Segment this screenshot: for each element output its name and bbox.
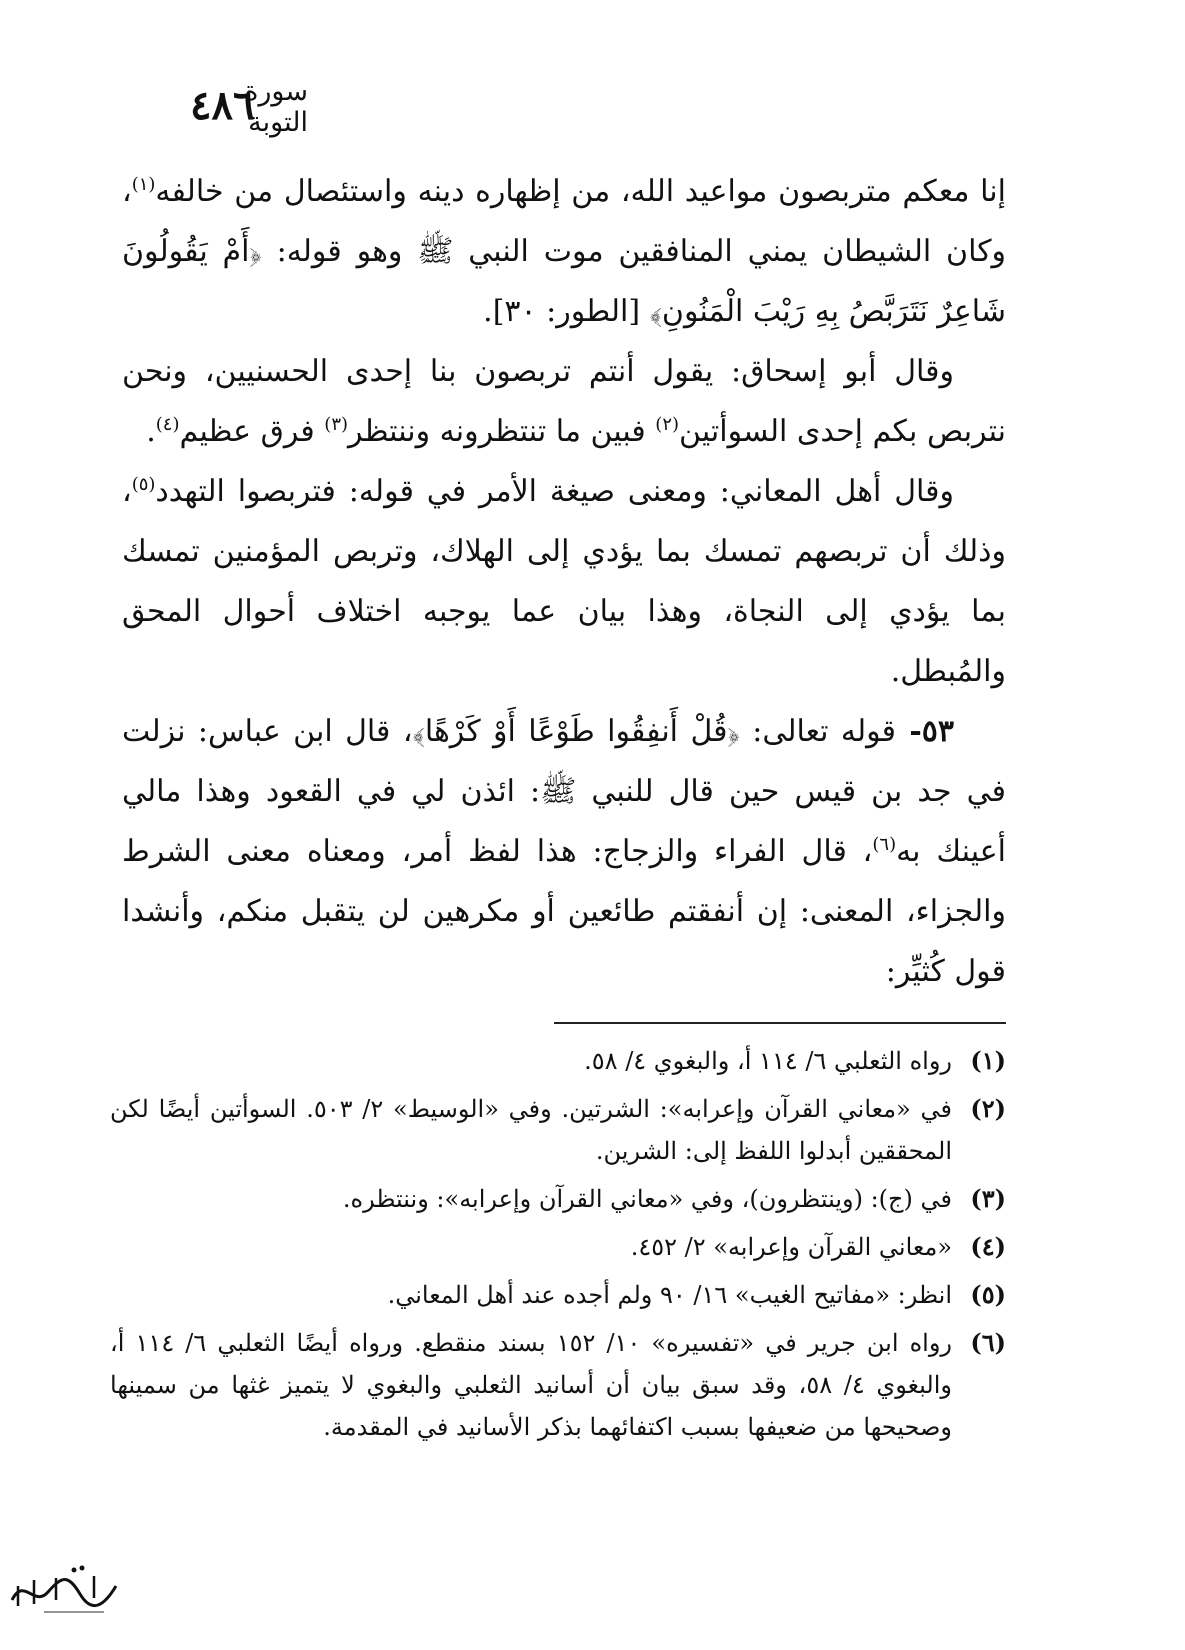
footnote-ref-2: (٢): [655, 414, 680, 435]
paragraph-1: [122, 162, 1006, 342]
page-number: ٤٨٦: [190, 82, 255, 129]
footnotes: [110, 1040, 1006, 1454]
footnote-ref-4: (٤): [155, 414, 180, 435]
footnote-text: رواه ابن جرير في «تفسيره» ١٠/ ١٥٢ بسند منقطع. ورواه أيضًا الثعلبي ٦/ ١١٤ أ، والبغوي ٤/ ٥٨، وقد سبق بيان أن أسانيد الثعلبي والبغوي لا يتميز غثها من سمينها وصحيحها من ضعيفها بسبب اكتفائهما بذكر الأسانيد في المقدمة.: [110, 1329, 953, 1441]
footnote-ref-5: (٥): [131, 474, 156, 495]
footnote-1: [110, 1040, 1006, 1082]
footnote-text: انظر: «مفاتيح الغيب» ١٦/ ٩٠ ولم أجده عند أهل المعاني.: [387, 1281, 952, 1309]
footnote-text: «معاني القرآن وإعرابه» ٢/ ٤٥٢.: [630, 1233, 952, 1261]
footnote-2: [110, 1088, 1006, 1172]
footnote-number: (٥): [970, 1280, 1006, 1309]
footnote-ref-3: (٣): [324, 414, 349, 435]
paragraph-4-text-a: قوله تعالى: ﴿قُلْ أَنفِقُوا طَوْعًا أَوْ كَرْهًا﴾، قال ابن عباس: نزلت في جد بن قيس حين قال للنبي ﷺ: ائذن لي في القعود وهذا مالي أعينك به: [122, 714, 1007, 869]
main-text: [122, 162, 1006, 1002]
footnote-number: (٦): [970, 1328, 1006, 1357]
footnote-number: (٢): [970, 1094, 1006, 1123]
footnote-ref-1: (١): [131, 174, 156, 195]
paragraph-2-text-b: فبين ما تنتظرونه وننتظر: [348, 414, 656, 449]
paragraph-2-text-c: فرق عظيم: [179, 414, 325, 449]
footnote-number: (٤): [970, 1232, 1006, 1261]
footnote-6: [110, 1322, 1006, 1448]
footnote-text: رواه الثعلبي ٦/ ١١٤ أ، والبغوي ٤/ ٥٨.: [584, 1047, 952, 1075]
paragraph-2-text-a: وقال أبو إسحاق: يقول أنتم تربصون بنا إحدى الحسنيين، ونحن نتربص بكم إحدى السوأتين: [122, 354, 1006, 449]
footnote-3: [110, 1178, 1006, 1220]
footnote-text: في «معاني القرآن وإعرابه»: الشرتين. وفي «الوسيط» ٢/ ٥٠٣. السوأتين أيضًا لكن المحققين أبدلوا اللفظ إلى: الشرين.: [110, 1095, 952, 1165]
verse-number: ٥٣-: [895, 714, 955, 749]
watermark-logo-icon: [4, 1556, 124, 1620]
paragraph-3: [122, 462, 1006, 702]
footnote-number: (١): [970, 1046, 1006, 1075]
footnote-5: [110, 1274, 1006, 1316]
paragraph-4: [122, 702, 1006, 1002]
paragraph-3-text-a: وقال أهل المعاني: ومعنى صيغة الأمر في قوله: فتربصوا التهدد: [155, 474, 954, 509]
footnote-4: [110, 1226, 1006, 1268]
footnote-text: في (ج): (وينتظرون)، وفي «معاني القرآن وإعرابه»: وننتظره.: [342, 1185, 952, 1213]
paragraph-2: [122, 342, 1006, 462]
paragraph-1-text-cont: ، وكان الشيطان يمني المنافقين موت النبي ﷺ وهو قوله: ﴿أَمْ يَقُولُونَ شَاعِرٌ نَتَرَبَّصُ بِهِ رَيْبَ الْمَنُونِ﴾ [الطور: ٣٠].: [122, 174, 1006, 329]
footnote-number: (٣): [970, 1184, 1006, 1213]
footnote-ref-6: (٦): [872, 834, 897, 855]
paragraph-4-text-b: ، قال الفراء والزجاج: هذا لفظ أمر، ومعناه معنى الشرط والجزاء، المعنى: إن أنفقتم طائعين أو مكرهين لن يتقبل منكم، وأنشدا قول كُثيِّر:: [122, 834, 1006, 989]
running-header-title: سورة التوبة: [244, 76, 308, 138]
paragraph-1-text: إنا معكم متربصون مواعيد الله، من إظهاره دينه واستئصال من خالفه: [155, 174, 1006, 209]
paragraph-2-text-d: .: [146, 414, 156, 449]
footnote-separator: [554, 1022, 1006, 1024]
paragraph-3-text-b: ، وذلك أن تربصهم تمسك بما يؤدي إلى الهلاك، وتربص المؤمنين تمسك بما يؤدي إلى النجاة، وهذا بيان عما يوجبه اختلاف أحوال المحق والمُبطل.: [122, 474, 1006, 689]
